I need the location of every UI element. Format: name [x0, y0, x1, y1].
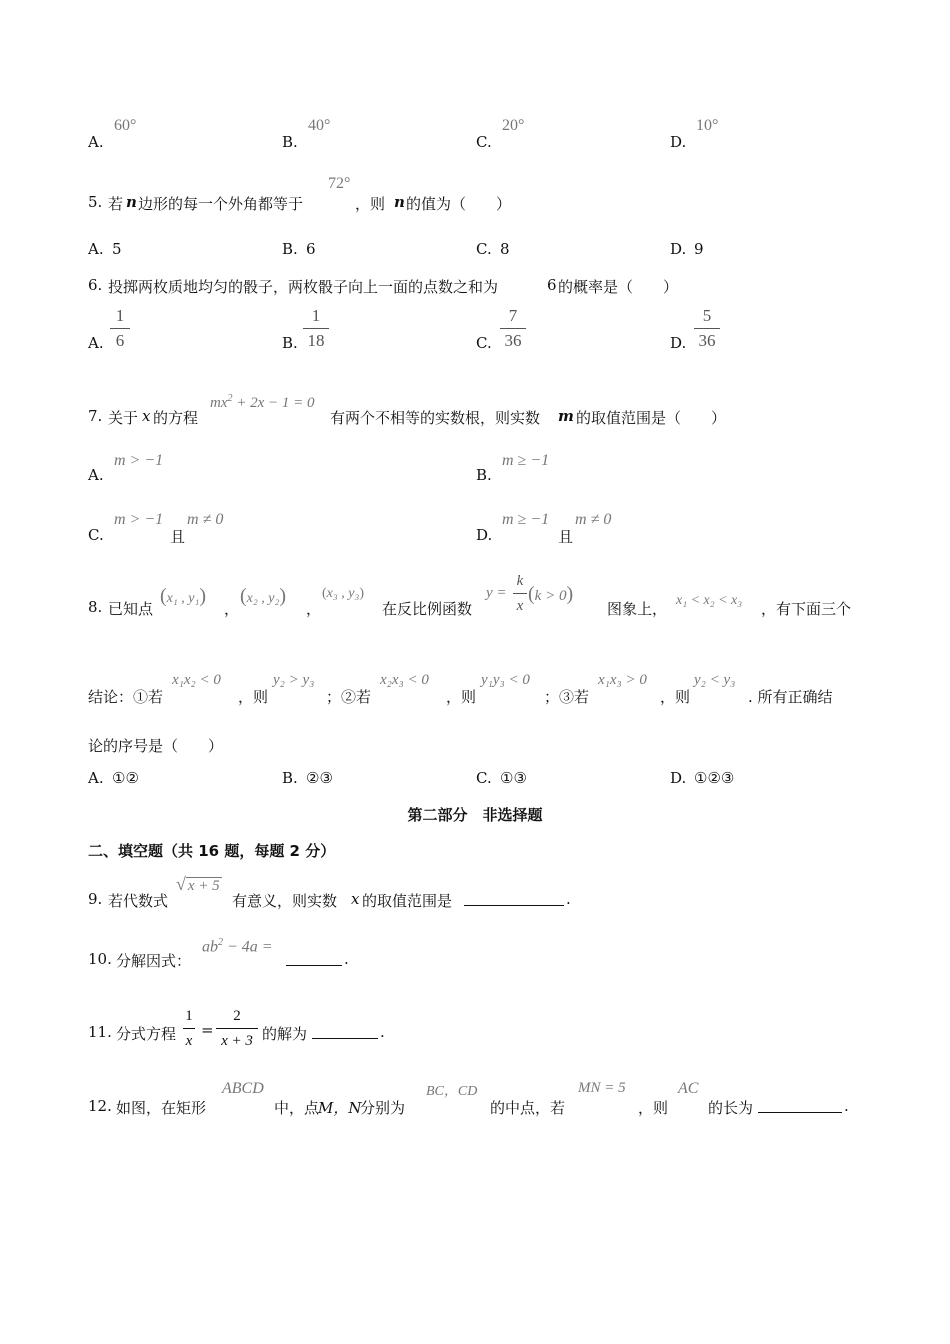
q5-var-n: n: [126, 193, 137, 211]
q11-number: 11.: [88, 1023, 112, 1041]
q4-option-a-label: A.: [88, 133, 104, 151]
q6-option-d-label: D.: [670, 334, 687, 352]
q9-number: 9.: [88, 890, 103, 908]
q7-option-b-label: B.: [476, 466, 492, 484]
q12-answer-blank[interactable]: [758, 1111, 842, 1113]
q8-option-a-value: ①②: [112, 769, 139, 787]
q7-equation: $mx^2 + 2x - 1 = 0$: [210, 393, 315, 411]
q6-option-c-num: 7: [508, 306, 518, 325]
q4-option-b-value: 40°: [308, 117, 331, 134]
part-title: 第二部分 非选择题: [407, 806, 543, 824]
q6-option-b-num: 1: [311, 306, 321, 325]
q8-line3: 论的序号是（ ）: [88, 737, 224, 755]
q5-text-a: 若: [108, 195, 124, 213]
q8-then-2: ，则: [446, 688, 477, 706]
q12-text-b: 中，点: [274, 1099, 320, 1117]
q5-option-d-label: D.: [670, 240, 687, 258]
q11-text: 分式方程: [116, 1025, 177, 1043]
q6-option-b-den: 18: [307, 331, 325, 350]
q9-text-c: 的取值范围是: [362, 892, 453, 910]
q7-var-x: x: [142, 407, 151, 425]
q7-option-a-label: A.: [88, 466, 104, 484]
q5-text-b: 边形的每一个外角都等于: [138, 195, 304, 213]
q10-answer-blank[interactable]: [286, 964, 342, 966]
q5-option-a-label: A.: [88, 240, 104, 258]
q8-func-y: y =: [486, 585, 507, 601]
q9-radicand: x + 5: [187, 878, 220, 894]
q8-line2-d: . 所有正确结: [748, 688, 833, 706]
q5-option-b-value: 6: [306, 240, 316, 258]
q9-var-x: x: [351, 890, 360, 908]
q11-lhs-fraction: [183, 1006, 195, 1051]
q6-text-end: 的概率是（ ）: [558, 278, 679, 296]
q12-text-a: 如图，在矩形: [116, 1099, 207, 1117]
q12-text-d: 的中点，若: [490, 1099, 566, 1117]
q6-option-a-label: A.: [88, 334, 104, 352]
q12-sides: BC，CD: [426, 1084, 478, 1099]
q8-then-1: ，则: [238, 688, 269, 706]
q11-rhs-fraction: [216, 1006, 258, 1051]
q6-option-a-num: 1: [115, 306, 125, 325]
q12-rect: ABCD: [222, 1080, 264, 1097]
q5-var-n-2: n: [394, 193, 405, 211]
q8-option-d-label: D.: [670, 769, 687, 787]
q8-func-den: x: [516, 598, 524, 614]
q8-comma-2: ，: [306, 600, 322, 618]
q8-condition-1: x₁x₂ < 0: [172, 672, 221, 688]
q7-option-d-conj: 且: [558, 528, 574, 546]
q7-option-c-conj: 且: [170, 528, 186, 546]
q8-option-d-value: ①②③: [694, 769, 735, 787]
q6-number: 6.: [88, 276, 103, 294]
q11-rhs-num: 2: [233, 1008, 241, 1024]
q5-option-a-value: 5: [112, 240, 122, 258]
q6-option-d-num: 5: [702, 306, 712, 325]
q11-period: .: [380, 1023, 385, 1041]
q6-option-c-fraction: [500, 306, 526, 351]
q9-text-a: 若代数式: [108, 892, 169, 910]
q8-func-fraction: [513, 571, 527, 616]
q8-option-a-label: A.: [88, 769, 104, 787]
q8-func-num: k: [516, 573, 524, 589]
q8-point-2: (x₂ , y₂): [240, 585, 287, 607]
q6-option-b-label: B.: [282, 334, 298, 352]
q8-condition-2: x₂x₃ < 0: [380, 672, 429, 688]
q7-option-c-label: C.: [88, 526, 104, 544]
q11-answer-blank[interactable]: [312, 1037, 378, 1039]
q9-radical: √ x + 5: [176, 874, 220, 894]
q8-then-3: ，则: [660, 688, 691, 706]
q8-comma-1: ，: [224, 600, 240, 618]
q7-option-d-value: m ≥ −1: [502, 511, 550, 528]
q8-condition-3: x₁x₃ > 0: [598, 672, 647, 688]
q11-text-b: 的解为: [262, 1025, 308, 1043]
q11-rhs-den: x + 3: [221, 1033, 253, 1049]
q7-text-c: 有两个不相等的实数根，则实数: [330, 409, 541, 427]
q9-answer-blank[interactable]: [464, 904, 564, 906]
q4-option-d-value: 10°: [696, 117, 719, 134]
q8-option-b-label: B.: [282, 769, 298, 787]
q12-text-f: 的长为: [708, 1099, 754, 1117]
q7-option-d-value2: m ≠ 0: [575, 511, 612, 528]
q5-option-c-value: 8: [500, 240, 510, 258]
q8-option-b-value: ②③: [306, 769, 333, 787]
q8-result-3: y₂ < y₃: [694, 672, 736, 688]
q11-lhs-den: x: [185, 1033, 193, 1049]
q6-option-d-fraction: [694, 306, 720, 351]
q5-option-d-value: 9: [694, 240, 704, 258]
q12-condition: MN = 5: [578, 1080, 626, 1096]
q8-result-1: y₂ > y₃: [273, 672, 315, 688]
q8-number: 8.: [88, 598, 103, 616]
q7-text-b: 的方程: [153, 409, 199, 427]
q9-text-b: 有意义，则实数: [232, 892, 338, 910]
q7-number: 7.: [88, 407, 103, 425]
q8-result-2: y₁y₃ < 0: [481, 672, 530, 688]
q8-order: x₁ < x₂ < x₃: [676, 593, 743, 608]
q4-option-c-value: 20°: [502, 117, 525, 134]
q12-text-e: ，则: [638, 1099, 669, 1117]
q8-func-condition: (k > 0): [528, 583, 574, 605]
q8-text-d: ，有下面三个: [761, 600, 852, 618]
q8-text-a: 已知点: [108, 600, 154, 618]
q12-points: M，N: [318, 1099, 362, 1117]
q4-option-c-label: C.: [476, 133, 492, 151]
q8-line2-a: 结论：①若: [88, 688, 164, 706]
q5-option-c-label: C.: [476, 240, 492, 258]
q5-number: 5.: [88, 193, 103, 211]
q5-option-b-label: B.: [282, 240, 298, 258]
q11-lhs-num: 1: [185, 1008, 193, 1024]
q7-option-c-value2: m ≠ 0: [187, 511, 224, 528]
q5-text-d: 的值为（ ）: [406, 195, 512, 213]
q10-text: 分解因式：: [116, 952, 192, 970]
q7-var-m: m: [558, 407, 574, 425]
q11-equals: =: [201, 1021, 214, 1039]
q8-text-c: 图象上，: [607, 600, 668, 618]
q8-line2-c: ；③若: [544, 688, 590, 706]
q6-option-d-den: 36: [698, 331, 716, 350]
q6-text: 投掷两枚质地均匀的骰子，两枚骰子向上一面的点数之和为: [108, 278, 499, 296]
q7-option-a-value: m > −1: [114, 452, 164, 469]
q10-period: .: [344, 950, 349, 968]
q10-expression: $ab^2 - 4a$ =: [202, 937, 273, 956]
q8-line2-b: ；②若: [326, 688, 372, 706]
q6-option-c-label: C.: [476, 334, 492, 352]
q5-angle: 72°: [328, 175, 351, 192]
q7-option-d-label: D.: [476, 526, 493, 544]
q12-text-c: 分别为: [360, 1099, 406, 1117]
q4-option-d-label: D.: [670, 133, 687, 151]
section-title: 二、填空题（共 16 题，每题 2 分）: [88, 842, 336, 860]
q4-option-b-label: B.: [282, 133, 298, 151]
q8-point-1: (x₁ , y₁): [160, 585, 207, 607]
q9-period: .: [566, 890, 571, 908]
q8-point-3: (x₃ , y₃): [322, 586, 365, 601]
q8-option-c-value: ①③: [500, 769, 527, 787]
q5-text-c: ，则: [355, 195, 386, 213]
q12-target: AC: [678, 1080, 699, 1097]
q6-six: 6: [547, 276, 557, 294]
q10-number: 10.: [88, 950, 112, 968]
q7-text-a: 关于: [108, 409, 139, 427]
q4-option-a-value: 60°: [114, 117, 137, 134]
q8-option-c-label: C.: [476, 769, 492, 787]
q6-option-a-den: 6: [115, 331, 125, 350]
q7-option-c-value: m > −1: [114, 511, 164, 528]
q6-option-c-den: 36: [504, 331, 522, 350]
q12-number: 12.: [88, 1097, 112, 1115]
q6-option-b-fraction: [303, 306, 329, 351]
q7-text-d: 的取值范围是（ ）: [576, 409, 727, 427]
q12-period: .: [844, 1097, 849, 1115]
q6-option-a-fraction: [110, 306, 130, 351]
q8-text-b: 在反比例函数: [382, 600, 473, 618]
q7-option-b-value: m ≥ −1: [502, 452, 550, 469]
